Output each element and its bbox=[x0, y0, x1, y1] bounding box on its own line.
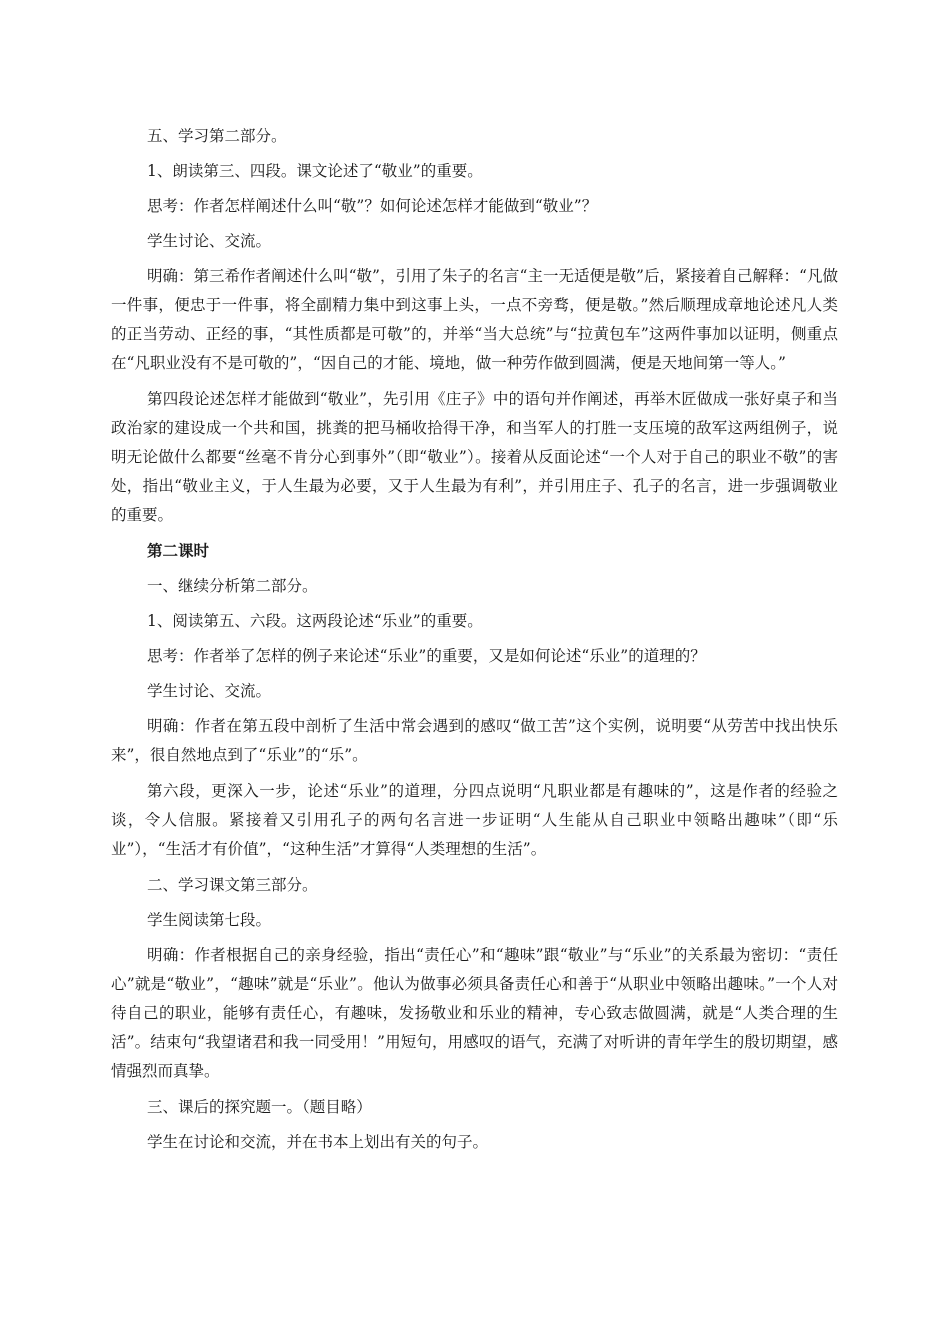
question-leye: 思考：作者举了怎样的例子来论述“乐业”的重要，又是如何论述“乐业”的道理的？ bbox=[147, 647, 706, 665]
discussion-note: 学生讨论、交流。 bbox=[147, 232, 272, 250]
document-page bbox=[111, 122, 838, 1163]
section-heading-part-two: 五、学习第二部分。 bbox=[147, 127, 287, 145]
task-read-paragraph-7: 学生阅读第七段。 bbox=[147, 911, 272, 929]
lesson-two-heading: 第二课时 bbox=[147, 542, 210, 560]
question-jing: 思考：作者怎样阐述什么叫“敬”？如何论述怎样才能做到“敬业”？ bbox=[147, 197, 598, 215]
answer-paragraph-3: 明确：第三希作者阐述什么叫“敬”，引用了朱子的名言“主一无适便是敬”后，紧接着自己解释：“凡做一件事，便忠于一件事，将全副精力集中到这事上头，一点不旁骛，便是敬。”然后顺理成章地论述凡人类的正当劳动、正经的事，“其性质都是可敬”的，并举“当大总统”与“拉黄包车”这两件事加以证明，侧重点在“凡职业没有不是可敬的”，“因自己的才能、境地，做一种劳作做到圆满，便是天地间第一等人。” bbox=[111, 267, 838, 372]
task-read-paragraphs-3-4: 1、朗读第三、四段。课文论述了“敬业”的重要。 bbox=[147, 162, 483, 180]
section-part-three: 二、学习课文第三部分。 bbox=[147, 876, 318, 894]
section-continue-part-two: 一、继续分析第二部分。 bbox=[147, 577, 318, 595]
answer-paragraph-4: 第四段论述怎样才能做到“敬业”，先引用《庄子》中的语句并作阐述，再举木匠做成一张好桌子和当政治家的建设成一个共和国，挑粪的把马桶收拾得干净，和当军人的打胜一支压境的敌军这两组例子，说明无论做什么都要“丝毫不肯分心到事外”（即“敬业”）。接着从反面论述“一个人对于自己的职业不敬”的害处，指出“敬业主义，于人生最为必要，又于人生最为有利”，并引用庄子、孔子的名言，进一步强调敬业的重要。 bbox=[111, 390, 838, 524]
task-read-paragraphs-5-6: 1、阅读第五、六段。这两段论述“乐业”的重要。 bbox=[147, 612, 483, 630]
answer-paragraph-6: 第六段，更深入一步，论述“乐业”的道理，分四点说明“凡职业都是有趣味的”，这是作者的经验之谈，令人信服。紧接着又引用孔子的两句名言进一步证明“人生能从自己职业中领略出趣味”（即“乐业”），“生活才有价值”，“这种生活”才算得“人类理想的生活”。 bbox=[111, 782, 838, 858]
exploration-activity: 学生在讨论和交流，并在书本上划出有关的句子。 bbox=[147, 1133, 489, 1151]
section-exploration: 三、课后的探究题一。（题目略） bbox=[147, 1098, 372, 1116]
answer-paragraph-7: 明确：作者根据自己的亲身经验，指出“责任心”和“趣味”跟“敬业”与“乐业”的关系最为密切：“责任心”就是“敬业”，“趣味”就是“乐业”。他认为做事必须具备责任心和善于“从职业中领略出趣味。”一个人对待自己的职业，能够有责任心，有趣味，发扬敬业和乐业的精神，专心致志做圆满，就是“人类合理的生活”。结束句“我望诸君和我一同受用！”用短句，用感叹的语气，充满了对听讲的青年学生的殷切期望，感情强烈而真挚。 bbox=[111, 946, 838, 1080]
discussion-note-2: 学生讨论、交流。 bbox=[147, 682, 272, 700]
answer-paragraph-5: 明确：作者在第五段中剖析了生活中常会遇到的感叹“做工苦”这个实例，说明要“从劳苦中找出快乐来”，很自然地点到了“乐业”的“乐”。 bbox=[111, 717, 838, 764]
